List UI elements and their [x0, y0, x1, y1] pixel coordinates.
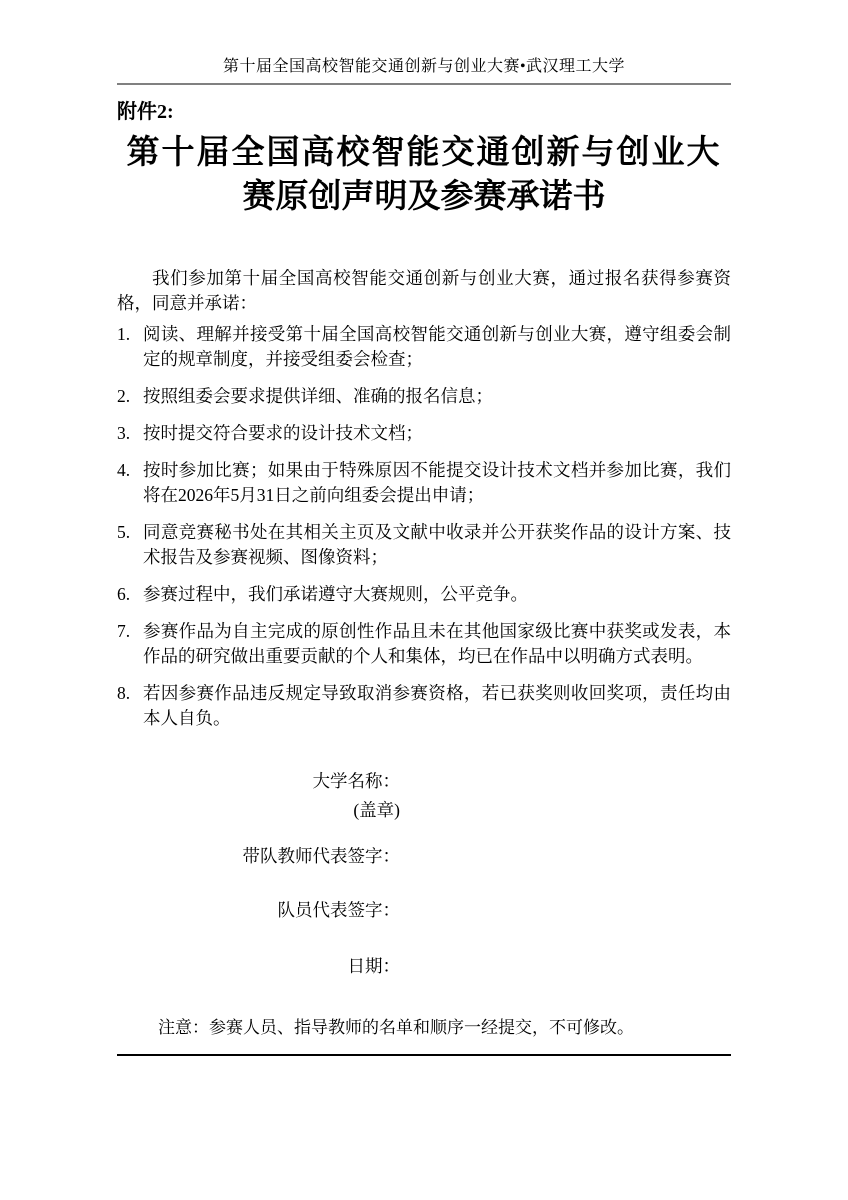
list-item [117, 520, 731, 570]
list-item-text: 按时参加比赛；如果由于特殊原因不能提交设计技术文档并参加比赛，我们将在2026年5月31日之前向组委会提出申请； [143, 460, 731, 505]
list-item [117, 322, 731, 372]
list-item-text: 同意竞赛秘书处在其相关主页及文献中收录并公开获奖作品的设计方案、技术报告及参赛视频、图像资料； [143, 522, 731, 567]
document-title-line-2: 赛原创声明及参赛承诺书 [242, 179, 606, 215]
list-item-text: 按照组委会要求提供详细、准确的报名信息； [143, 386, 493, 406]
list-item-number: 2. [117, 386, 131, 406]
date-label: 日期： [347, 956, 400, 976]
list-item-number: 5. [117, 522, 131, 542]
seal-label: (盖章) [353, 800, 400, 820]
running-header: 第十届全国高校智能交通创新与创业大赛•武汉理工大学 [222, 58, 626, 75]
signature-block [117, 769, 400, 979]
list-item-number: 4. [117, 460, 131, 480]
intro-paragraph: 我们参加第十届全国高校智能交通创新与创业大赛，通过报名获得参赛资格，同意并承诺： [117, 268, 731, 313]
university-name-label: 大学名称： [312, 771, 400, 791]
list-item-text: 阅读、理解并接受第十届全国高校智能交通创新与创业大赛，遵守组委会制定的规章制度，并接受组委会检查； [143, 324, 731, 369]
attachment-label: 附件2: [117, 101, 174, 123]
list-item-number: 7. [117, 621, 131, 641]
list-item [117, 384, 731, 409]
list-item-text: 若因参赛作品违反规定导致取消参赛资格，若已获奖则收回奖项，责任均由本人自负。 [143, 683, 731, 728]
teacher-signature-label: 带队教师代表签字： [242, 846, 400, 866]
list-item [117, 681, 731, 731]
footer-rule [117, 1054, 731, 1056]
document-title-line-1: 第十届全国高校智能交通创新与创业大 [126, 135, 722, 171]
list-item-text: 参赛过程中，我们承诺遵守大赛规则，公平竞争。 [143, 584, 528, 604]
list-item-text: 按时提交符合要求的设计技术文档； [143, 423, 423, 443]
list-item-text: 参赛作品为自主完成的原创性作品且未在其他国家级比赛中获奖或发表，本作品的研究做出重要贡献的个人和集体，均已在作品中以明确方式表明。 [143, 621, 731, 666]
notice-text: 注意：参赛人员、指导教师的名单和顺序一经提交，不可修改。 [158, 1018, 634, 1037]
list-item-number: 3. [117, 423, 131, 443]
header-rule [117, 83, 731, 85]
list-item [117, 458, 731, 508]
document-title [117, 131, 731, 219]
list-item-number: 1. [117, 324, 131, 344]
list-item [117, 582, 731, 607]
list-item [117, 421, 731, 446]
member-signature-label: 队员代表签字： [277, 900, 400, 920]
list-item [117, 619, 731, 669]
list-item-number: 6. [117, 584, 131, 604]
commitment-list [117, 322, 731, 731]
document-content [117, 0, 731, 1056]
list-item-number: 8. [117, 683, 131, 703]
